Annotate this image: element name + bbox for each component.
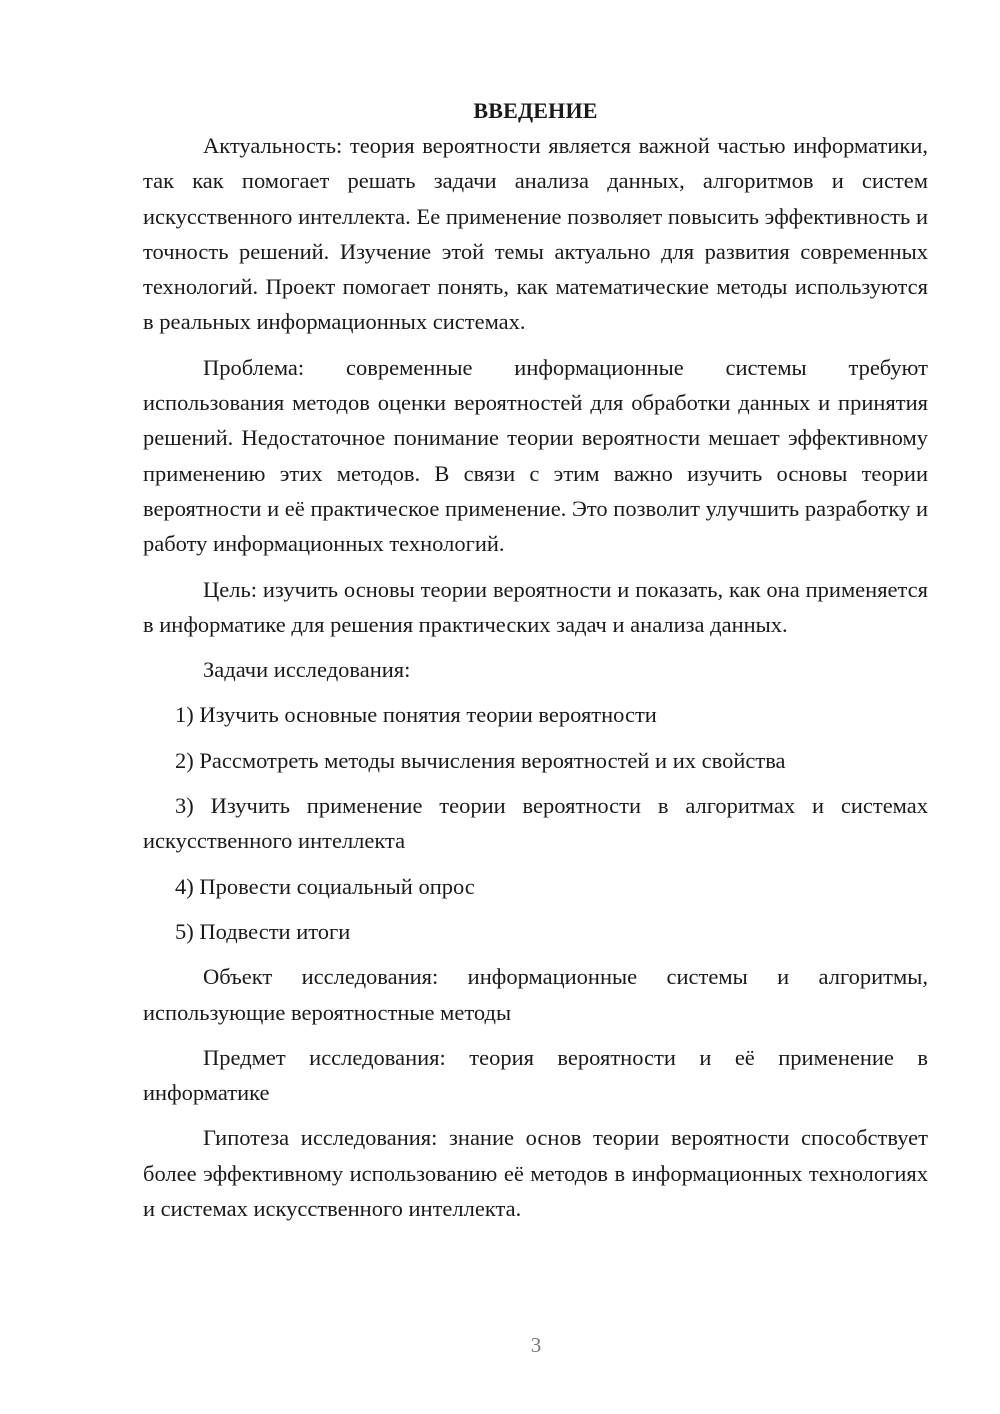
- paragraph-subject: Предмет исследования: теория вероятности и её применение в информатике: [143, 1044, 928, 1106]
- list-item: 2) Рассмотреть методы вычисления вероятностей и их свойства: [175, 747, 786, 773]
- page-title: ВВЕДЕНИЕ: [473, 98, 598, 123]
- tasks-heading: Задачи исследования:: [203, 657, 411, 683]
- paragraph-hypothesis: Гипотеза исследования: знание основ теории вероятности способствует более эффективному использованию её методов в информационных технологиях и системах искусственного интеллекта.: [143, 1125, 928, 1222]
- list-item: 5) Подвести итоги: [175, 918, 351, 944]
- paragraph-goal: Цель: изучить основы теории вероятности и показать, как она применяется в информатике для решения практических задач и анализа данных.: [143, 576, 928, 637]
- list-item: 4) Провести социальный опрос: [175, 873, 475, 899]
- paragraph-problem: Проблема: современные информационные системы требуют использования методов оценки вероятностей для обработки данных и принятия решений. Недостаточное понимание теории вероятности мешает эффективному применению этих методов. В связи с этим важно изучить основы теории вероятности и её практическое применение. Это позволит улучшить разработку и работу информационных технологий.: [143, 354, 928, 557]
- list-item: 3) Изучить применение теории вероятности в алгоритмах и системах искусственного интеллекта: [143, 793, 928, 854]
- list-item: 1) Изучить основные понятия теории вероятности: [175, 702, 657, 728]
- document-page: [143, 96, 928, 1236]
- page-number: 3: [530, 1333, 542, 1357]
- tasks-list: [143, 697, 928, 949]
- paragraph-relevance: Актуальность: теория вероятности является важной частью информатики, так как помогает решать задачи анализа данных, алгоритмов и систем искусственного интеллекта. Ее применение позволяет повысить эффективность и точность решений. Изучение этой темы актуально для развития современных технологий. Проект помогает понять, как математические методы используются в реальных информационных системах.: [143, 133, 928, 335]
- paragraph-object: Объект исследования: информационные системы и алгоритмы, использующие вероятностные методы: [143, 964, 928, 1025]
